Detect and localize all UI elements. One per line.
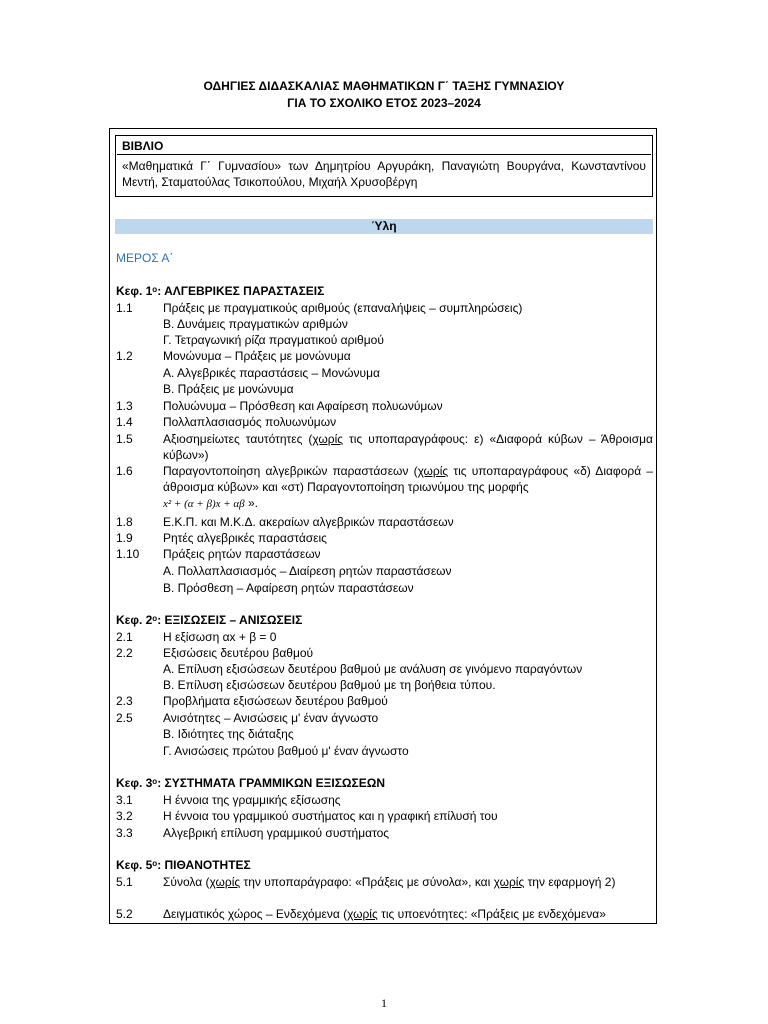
item-text: Ε.Κ.Π. και Μ.Κ.Δ. ακεραίων αλγεβρικών παραστάσεων	[163, 515, 454, 529]
item-number: 2.5	[116, 711, 133, 725]
item-number: 1.1	[116, 301, 133, 315]
subitem-text: Β. Πράξεις με μονώνυμα	[163, 382, 294, 396]
item-text: Πράξεις ρητών παραστάσεων	[163, 547, 321, 561]
item-number: 1.5	[116, 432, 133, 446]
item-number: 1.3	[116, 399, 133, 413]
document-subtitle: ΓΙΑ ΤΟ ΣΧΟΛΙΚΟ ΕΤΟΣ 2023–2024	[287, 96, 481, 110]
item-text: Η έννοια του γραμμικού συστήματος και η γραφική επίλυσή του	[163, 809, 498, 823]
book-divider	[117, 154, 651, 155]
book-heading: ΒΙΒΛΙΟ	[122, 139, 164, 153]
item-number: 1.4	[116, 415, 133, 429]
chapter-heading: Κεφ. $5^o$: ΠΙΘΑΝΟΤΗΤΕΣ	[116, 858, 251, 872]
subitem-text: Β. Δυνάμεις πραγματικών αριθμών	[163, 317, 348, 331]
item-text: Η έννοια της γραμμικής εξίσωσης	[163, 793, 341, 807]
subitem-text: Γ. Ανισώσεις πρώτου βαθμού μ' έναν άγνωστο	[163, 744, 409, 758]
formula: x² + (α + β)x + αβ	[163, 498, 245, 510]
chapter-heading: Κεφ. $2^o$: ΕΞΙΣΩΣΕΙΣ – ΑΝΙΣΩΣΕΙΣ	[116, 613, 303, 627]
part-heading: ΜΕΡΟΣ Α΄	[116, 251, 174, 265]
item-number: 3.3	[116, 826, 133, 840]
item-number: 3.2	[116, 809, 133, 823]
book-box	[115, 135, 653, 197]
item-number: 1.10	[116, 547, 140, 561]
item-number: 2.3	[116, 694, 133, 708]
item-number: 2.2	[116, 646, 133, 660]
item-text: Πράξεις με πραγματικούς αριθμούς (επαναλήψεις – συμπληρώσεις)	[163, 301, 523, 315]
book-description: «Μαθηματικά Γ΄ Γυμνασίου» των Δημητρίου Αργυράκη, Παναγιώτη Βουργάνα, Κωνσταντίνου Μεντή, Σταματούλας Τσικοπούλου, Μιχαήλ Χρυσοβέργη	[122, 159, 646, 189]
chapter-heading: Κεφ. $3^o$: ΣΥΣΤΗΜΑΤΑ ΓΡΑΜΜΙΚΩΝ ΕΞΙΣΩΣΕΩΝ	[116, 776, 386, 790]
item-text: Εξισώσεις δευτέρου βαθμού	[163, 646, 314, 660]
item-number: 1.6	[116, 464, 133, 478]
item-text: Πολλαπλασιασμός πολυωνύμων	[163, 415, 337, 429]
subitem-text: Β. Ιδιότητες της διάταξης	[163, 727, 294, 741]
subitem-text: Β. Πρόσθεση – Αφαίρεση ρητών παραστάσεων	[163, 581, 414, 595]
item-text: Πολυώνυμα – Πρόσθεση και Αφαίρεση πολυωνύμων	[163, 399, 443, 413]
item-text: Ανισότητες – Ανισώσεις μ' έναν άγνωστο	[163, 711, 379, 725]
item-number: 1.9	[116, 531, 133, 545]
item-number: 5.1	[116, 875, 133, 889]
section-header: Ύλη	[115, 219, 653, 234]
chapter-heading: Κεφ. $1^o$: ΑΛΓΕΒΡΙΚΕΣ ΠΑΡΑΣΤΑΣΕΙΣ	[116, 284, 325, 298]
subitem-text: Γ. Τετραγωνική ρίζα πραγματικού αριθμού	[163, 333, 384, 347]
item-text: Αλγεβρική επίλυση γραμμικού συστήματος	[163, 826, 390, 840]
item-number: 1.8	[116, 515, 133, 529]
item-text: Η εξίσωση αx + β = 0	[163, 630, 277, 644]
item-text: Σύνολα (χωρίς την υποπαράγραφο: «Πράξεις με σύνολα», και χωρίς την εφαρμογή 2)	[163, 875, 616, 889]
item-text: Δειγματικός χώρος – Ενδεχόμενα (χωρίς τις υποενότητες: «Πράξεις με ενδεχόμενα»	[163, 907, 606, 921]
item-number: 1.2	[116, 349, 133, 363]
document-title: ΟΔΗΓΙΕΣ ΔΙΔΑΣΚΑΛΙΑΣ ΜΑΘΗΜΑΤΙΚΩΝ Γ΄ ΤΑΞΗΣ ΓΥΜΝΑΣΙΟΥ	[203, 79, 565, 93]
subitem-text: Α. Πολλαπλασιασμός – Διαίρεση ρητών παραστάσεων	[163, 564, 452, 578]
item-number: 5.2	[116, 907, 133, 921]
item-text: Προβλήματα εξισώσεων δευτέρου βαθμού	[163, 694, 388, 708]
subitem-text: Α. Αλγεβρικές παραστάσεις – Μονώνυμα	[163, 366, 380, 380]
item-number: 3.1	[116, 793, 133, 807]
item-text: Μονώνυμα – Πράξεις με μονώνυμα	[163, 349, 351, 363]
item-text: Αξιοσημείωτες ταυτότητες (χωρίς τις υποπαραγράφους: ε) «Διαφορά κύβων – Άθροισμα κύβων»)	[163, 432, 653, 462]
subitem-text: Α. Επίλυση εξισώσεων δευτέρου βαθμού με ανάλυση σε γινόμενο παραγόντων	[163, 662, 583, 676]
item-text: Ρητές αλγεβρικές παραστάσεις	[163, 531, 327, 545]
item-text: Παραγοντοποίηση αλγεβρικών παραστάσεων (χωρίς τις υποπαραγράφους «δ) Διαφορά – άθροισμα κύβων» και «στ) Παραγοντοποίηση τριωνύμου της μορφής x² + (α + β)x + αβ ».	[163, 464, 653, 510]
subitem-text: Β. Επίλυση εξισώσεων δευτέρου βαθμού με τη βοήθεια τύπου.	[163, 678, 496, 692]
page-number: 1	[381, 996, 387, 1010]
item-number: 2.1	[116, 630, 133, 644]
